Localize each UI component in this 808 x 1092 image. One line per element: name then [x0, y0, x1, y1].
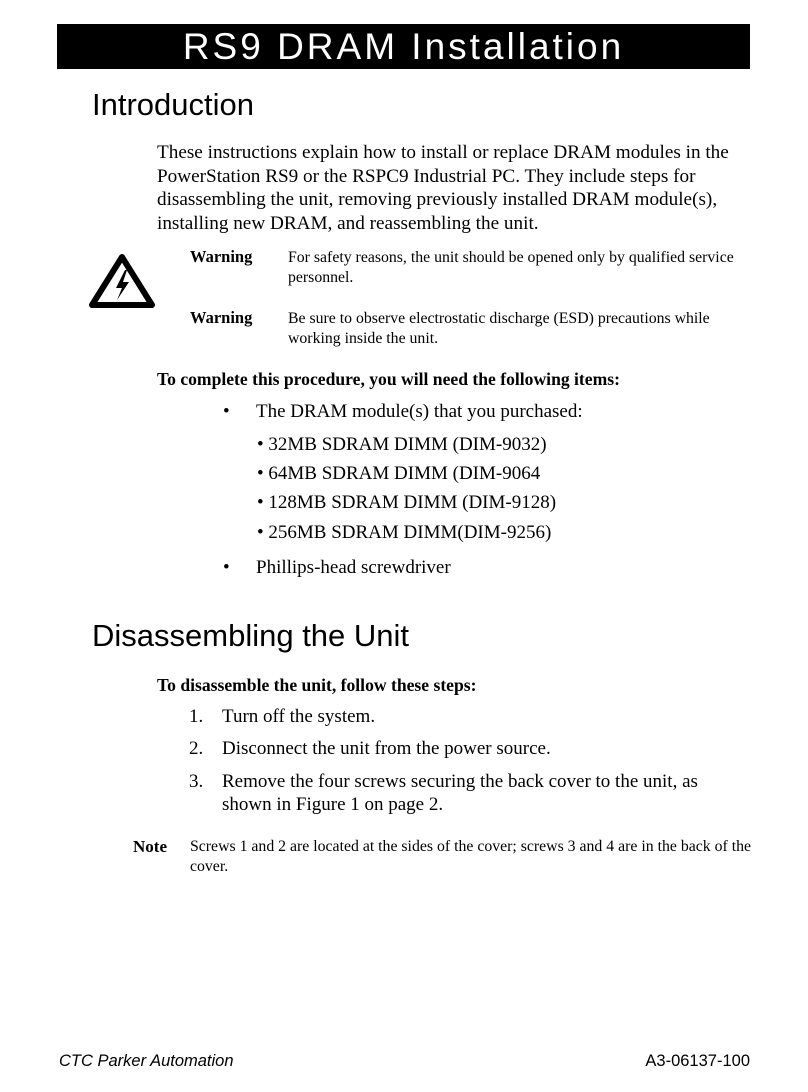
warning-label-1: Warning	[190, 247, 253, 266]
list-item	[223, 557, 451, 579]
disassembling-heading: Disassembling the Unit	[92, 618, 410, 653]
list-item-text: Phillips-head screwdriver	[256, 557, 451, 578]
note-text: Screws 1 and 2 are located at the sides of the cover; screws 3 and 4 are in the back of the cover.	[190, 838, 752, 875]
step-text: Turn off the system.	[222, 706, 376, 727]
step-number: 2.	[189, 738, 204, 759]
warning-text-2: Be sure to observe electrostatic discharge (ESD) precautions while working inside the unit.	[288, 310, 710, 347]
list-item-text: The DRAM module(s) that you purchased:	[256, 401, 583, 422]
step-text: Remove the four screws securing the back cover to the unit, as shown in Figure 1 on page 2.	[222, 771, 698, 815]
introduction-heading: Introduction	[92, 87, 254, 122]
step-number: 1.	[189, 706, 204, 727]
warning-text-1: For safety reasons, the unit should be opened only by qualified service personnel.	[288, 249, 734, 286]
sub-list-item: • 256MB SDRAM DIMM(DIM-9256)	[257, 522, 552, 543]
step-item	[189, 705, 749, 728]
electrical-hazard-icon	[89, 253, 155, 309]
bullet-marker: •	[223, 401, 230, 422]
footer-document-number: A3-06137-100	[645, 1052, 750, 1070]
steps-heading: To disassemble the unit, follow these steps:	[157, 675, 477, 695]
page-title-bar	[57, 24, 750, 69]
step-item	[189, 737, 749, 760]
warning-label-2: Warning	[190, 308, 253, 327]
step-item	[189, 770, 749, 816]
sub-list-item: • 64MB SDRAM DIMM (DIM-9064	[257, 463, 541, 484]
note-label: Note	[133, 837, 167, 856]
sub-list-item: • 128MB SDRAM DIMM (DIM-9128)	[257, 492, 557, 513]
items-heading: To complete this procedure, you will need the following items:	[157, 369, 620, 389]
introduction-paragraph: These instructions explain how to install or replace DRAM modules in the PowerStation RS9 or the RSPC9 Industrial PC. They include steps for disassembling the unit, removing previously installed DRAM module(s), installing new DRAM, and reassembling the unit.	[157, 142, 729, 234]
sub-list-item: • 32MB SDRAM DIMM (DIM-9032)	[257, 434, 547, 455]
list-item	[223, 401, 583, 423]
footer-company: CTC Parker Automation	[59, 1052, 234, 1070]
page-title: RS9 DRAM Installation	[182, 26, 625, 67]
bullet-marker: •	[223, 557, 230, 578]
step-text: Disconnect the unit from the power source.	[222, 738, 551, 759]
step-number: 3.	[189, 771, 204, 792]
